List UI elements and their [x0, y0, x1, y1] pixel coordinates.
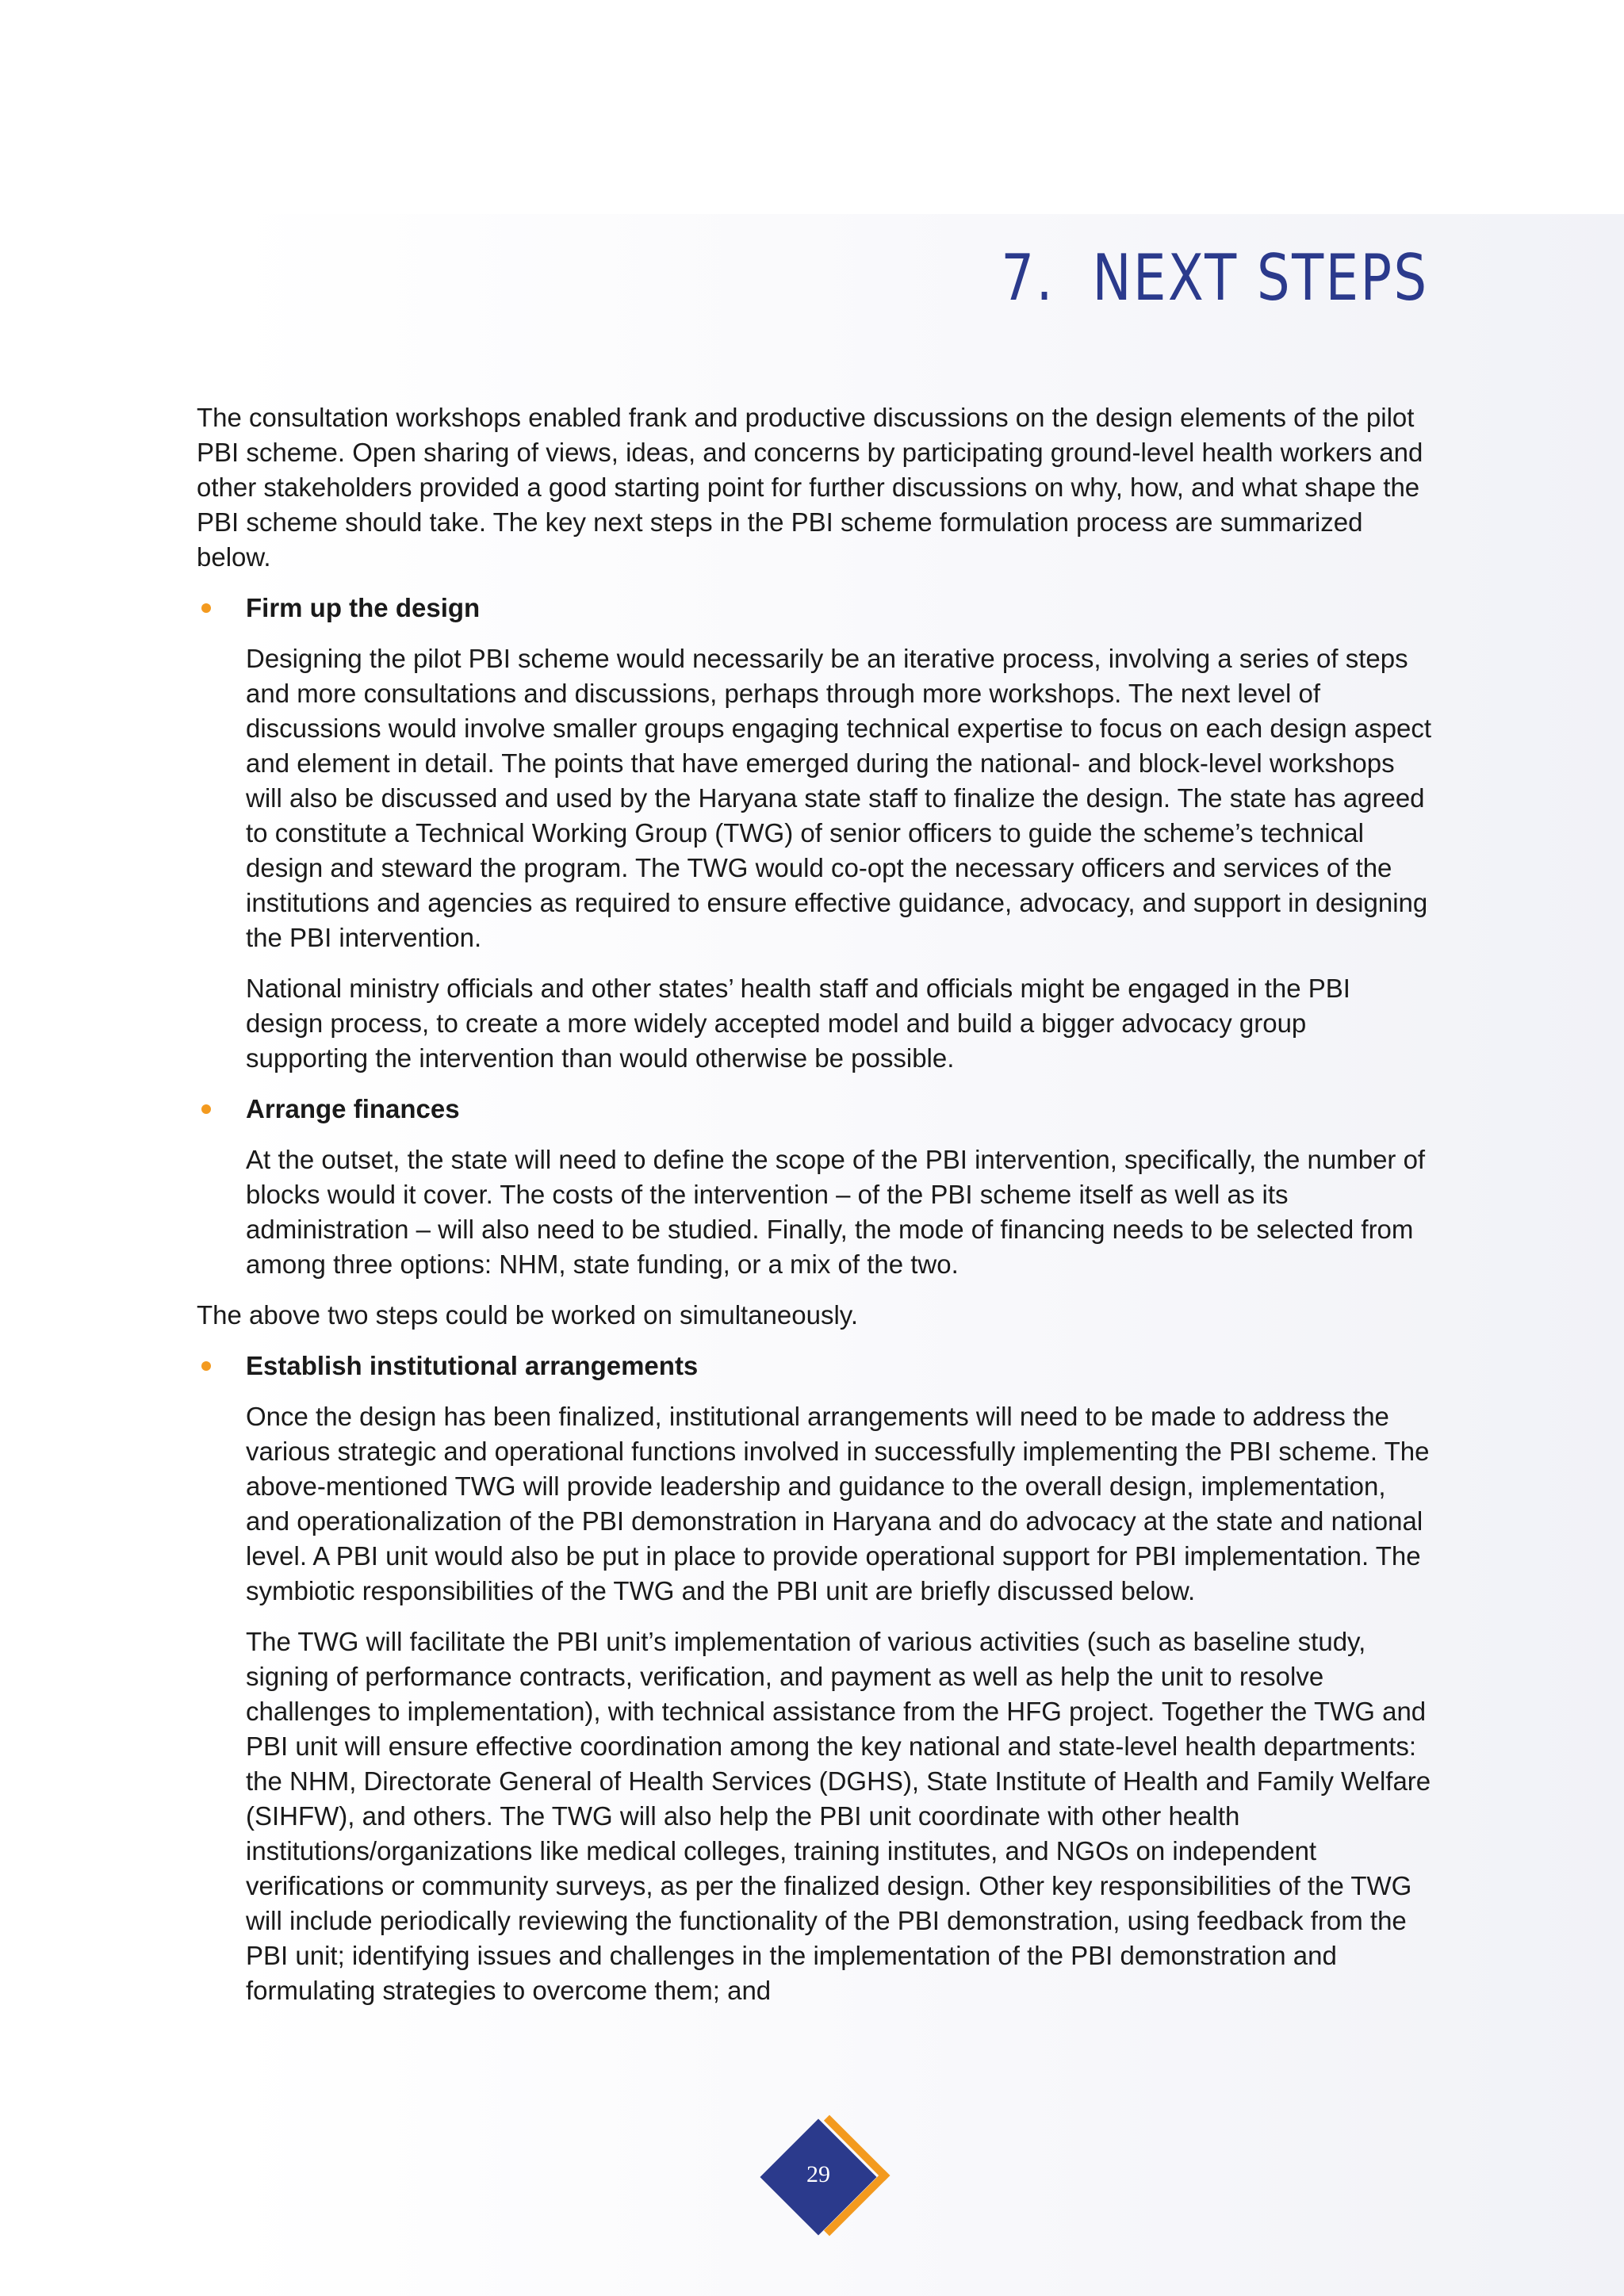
step-paragraph: Designing the pilot PBI scheme would necessarily be an iterative process, involving a series of steps and more consultations and discussions, perhaps through more workshops. The next level of discussions would involve smaller groups engaging technical expertise to focus on each design aspect and element in detail. The points that have emerged during the national- and block-level workshops will also be discussed and used by the Haryana state staff to finalize the design. The state has agreed to constitute a Technical Working Group (TWG) of senior officers to guide the scheme’s technical design and steward the program. The TWG would co-opt the necessary officers and services of the institutions and agencies as required to ensure effective guidance, advocacy, and support in designing the PBI intervention.	[246, 644, 1432, 952]
step-paragraph: National ministry officials and other states’ health staff and officials might be engaged in the PBI design process, to create a more widely accepted model and build a bigger advocacy group supporting the intervention than would otherwise be possible.	[246, 974, 1350, 1073]
intro-paragraph: The consultation workshops enabled frank and productive discussions on the design elements of the pilot PBI scheme. Open sharing of views, ideas, and concerns by participating ground-level health workers and other stakeholders provided a good starting point for further discussions on why, how, and what shape the PBI scheme should take. The key next steps in the PBI scheme formulation process are summarized below.	[197, 403, 1423, 572]
section-number: 7.	[1001, 240, 1055, 315]
step-title: Arrange finances	[246, 1094, 460, 1123]
bullet-icon	[201, 1104, 211, 1114]
step-heading-institutional	[246, 1349, 1434, 1383]
bullet-icon	[201, 1361, 211, 1371]
bullet-icon	[201, 603, 211, 613]
step-paragraph: The TWG will facilitate the PBI unit’s implementation of various activities (such as baseline study, signing of performance contracts, verification, and payment as well as help the unit to resolve challenges to implementation), with technical assistance from the HFG project. Together the TWG and PBI unit will ensure effective coordination among the key national and state-level health departments: the NHM, Directorate General of Health Services (DGHS), State Institute of Health and Family Welfare (SIHFW), and others. The TWG will also help the PBI unit coordinate with other health institutions/organizations like medical colleges, training institutes, and NGOs on independent verifications or community surveys, as per the finalized design. Other key responsibilities of the TWG will include periodically reviewing the functionality of the PBI demonstration, using feedback from the PBI unit; identifying issues and challenges in the implementation of the PBI demonstration and formulating strategies to overcome them; and	[246, 1627, 1431, 2005]
step-paragraph: At the outset, the state will need to define the scope of the PBI intervention, specifically, the number of blocks would it cover. The costs of the intervention – of the PBI scheme itself as well as its administration – will also need to be studied. Finally, the mode of financing needs to be selected from among three options: NHM, state funding, or a mix of the two.	[246, 1145, 1426, 1279]
main-content	[197, 400, 1434, 2024]
section-title: NEXT STEPS	[1092, 240, 1429, 315]
simultaneous-note: The above two steps could be worked on simultaneously.	[197, 1300, 859, 1330]
page-title	[1002, 241, 1429, 315]
step-paragraph: Once the design has been finalized, institutional arrangements will need to be made to address the various strategic and operational functions involved in successfully implementing the PBI scheme. The above-mentioned TWG will provide leadership and guidance to the overall design, implementation, and operationalization of the PBI demonstration in Haryana and do advocacy at the state and national level. A PBI unit would also be put in place to provide operational support for PBI implementation. The symbiotic responsibilities of the TWG and the PBI unit are briefly discussed below.	[246, 1402, 1430, 1605]
step-heading-finances	[246, 1092, 1434, 1127]
step-heading-design	[246, 591, 1434, 626]
page-number: 29	[806, 2161, 830, 2187]
page-number-badge	[760, 2115, 887, 2250]
step-title: Establish institutional arrangements	[246, 1351, 699, 1380]
step-title: Firm up the design	[246, 593, 481, 622]
